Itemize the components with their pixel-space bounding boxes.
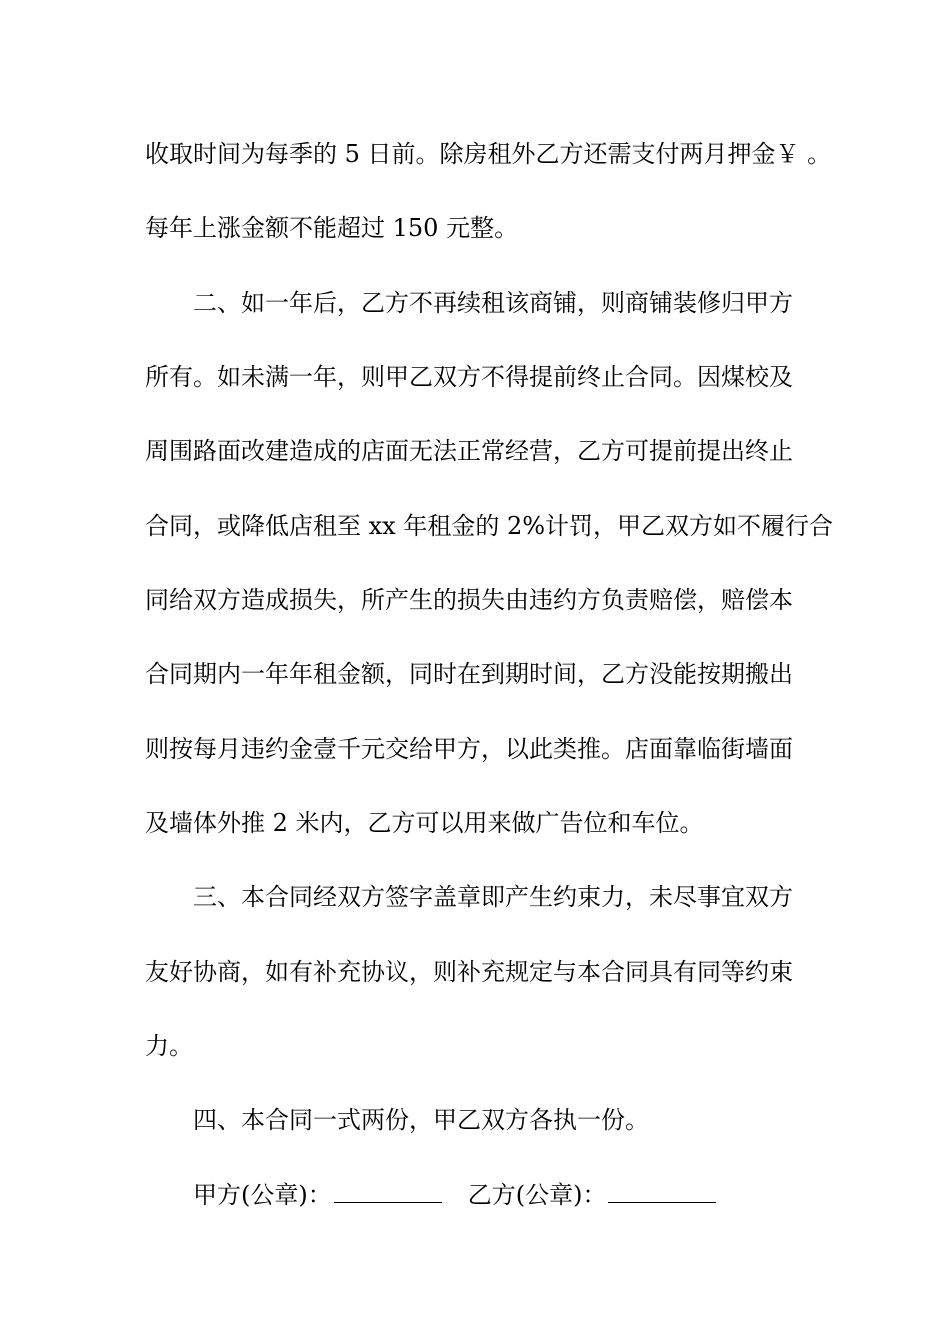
paragraph-line: 则按每月违约金壹千元交给甲方，以此类推。店面靠临街墙面 (145, 735, 793, 763)
party-a-blank (334, 1201, 442, 1203)
party-b-label: 乙方(公章)： (467, 1181, 607, 1209)
party-a-label: 甲方(公章)： (193, 1181, 332, 1209)
paragraph-line: 力。 (145, 1032, 193, 1060)
paragraph-line: 友好协商，如有补充协议，则补充规定与本合同具有同等约束 (145, 958, 793, 986)
paragraph-line: 所有。如未满一年，则甲乙双方不得提前终止合同。因煤校及 (145, 363, 793, 391)
paragraph-line: 每年上涨金额不能超过 150 元整。 (145, 214, 519, 242)
clause-4-line: 四、本合同一式两份，甲乙双方各执一份。 (193, 1106, 649, 1134)
clause-3-line: 三、本合同经双方签字盖章即产生约束力，未尽事宜双方 (193, 883, 793, 911)
paragraph-line: 收取时间为每季的 5 日前。除房租外乙方还需支付两月押金￥ 。 (145, 140, 832, 168)
clause-2-line: 二、如一年后，乙方不再续租该商铺，则商铺装修归甲方 (193, 289, 793, 317)
signature-line (193, 1179, 716, 1211)
paragraph-line: 周围路面改建造成的店面无法正常经营，乙方可提前提出终止 (145, 437, 793, 465)
party-b-blank (608, 1201, 716, 1203)
paragraph-line: 及墙体外推 2 米内，乙方可以用来做广告位和车位。 (145, 809, 704, 837)
paragraph-line: 合同期内一年年租金额，同时在到期时间，乙方没能按期搬出 (145, 660, 793, 688)
paragraph-line: 合同，或降低店租至 xx 年租金的 2%计罚，甲乙双方如不履行合 (145, 512, 834, 540)
paragraph-line: 同给双方造成损失，所产生的损失由违约方负责赔偿，赔偿本 (145, 586, 793, 614)
